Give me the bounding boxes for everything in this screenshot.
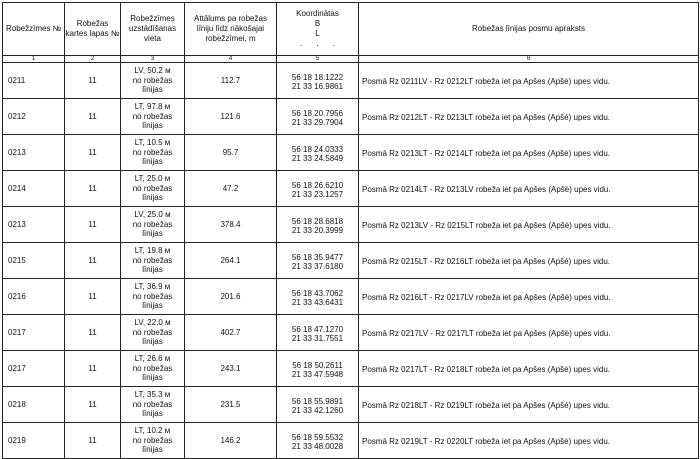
column-number-row	[3, 56, 699, 63]
map-sheet-number: 11	[65, 279, 121, 315]
map-sheet-number: 11	[65, 351, 121, 387]
coordinates-cell	[277, 351, 359, 387]
placement-from-line: no robežas	[132, 219, 173, 229]
header-coordinates-b: B	[314, 19, 321, 28]
segment-description: Posmā Rz 0217LT - Rz 0218LT robeža iet pa Apšes (Apšė) upes vidu.	[359, 351, 699, 387]
placement-side-distance: LT, 97.8 м	[134, 102, 171, 112]
placement-line-word: līnijas	[142, 445, 163, 455]
table-row	[3, 171, 699, 207]
map-sheet-number: 11	[65, 135, 121, 171]
map-sheet-number: 11	[65, 207, 121, 243]
coordinate-b: 56 18 47.1270	[291, 324, 344, 334]
coordinates-cell	[277, 243, 359, 279]
placement-line-word: līnijas	[142, 193, 163, 203]
header-coordinates-dots: . . .	[299, 39, 342, 48]
table-row	[3, 279, 699, 315]
coordinates-cell	[277, 279, 359, 315]
coordinates-cell	[277, 99, 359, 135]
table-row	[3, 423, 699, 459]
segment-description: Posmā Rz 0213LT - Rz 0214LT robeža iet pa Apšes (Apšė) upes vidu.	[359, 135, 699, 171]
placement-from-line: no robežas	[132, 111, 173, 121]
placement-cell	[121, 63, 185, 99]
distance-value: 402.7	[185, 315, 277, 351]
coordinate-l: 21 33 20.3999	[291, 226, 344, 235]
placement-line-word: līnijas	[142, 157, 163, 167]
table-row	[3, 135, 699, 171]
distance-value: 47.2	[185, 171, 277, 207]
coordinate-l: 21 33 37.6180	[291, 262, 344, 271]
column-number: 2	[65, 56, 121, 63]
marker-number: 0219	[3, 423, 65, 459]
coordinate-l: 21 33 16.9861	[291, 82, 344, 91]
column-number: 5	[277, 56, 359, 63]
marker-number: 0213	[3, 207, 65, 243]
placement-side-distance: LT, 36.9 м	[134, 282, 171, 292]
placement-line-word: līnijas	[142, 301, 163, 311]
map-sheet-number: 11	[65, 315, 121, 351]
distance-value: 231.5	[185, 387, 277, 423]
table-row	[3, 63, 699, 99]
distance-value: 146.2	[185, 423, 277, 459]
placement-cell	[121, 207, 185, 243]
coordinates-cell	[277, 423, 359, 459]
coordinate-l: 21 33 24.5849	[291, 154, 344, 163]
coordinates-cell	[277, 387, 359, 423]
column-number: 1	[3, 56, 65, 63]
placement-side-distance: LT, 25.0 м	[134, 174, 171, 184]
table-row	[3, 99, 699, 135]
marker-number: 0215	[3, 243, 65, 279]
segment-description: Posmā Rz 0212LT - Rz 0213LT robeža iet pa Apšes (Apšė) upes vidu.	[359, 99, 699, 135]
placement-line-word: līnijas	[142, 409, 163, 419]
placement-side-distance: LT, 10.2 м	[134, 426, 171, 436]
coordinate-b: 56 18 35.9477	[291, 252, 344, 262]
placement-side-distance: LV, 25.0 м	[134, 210, 171, 220]
coordinate-b: 56 18 43.7062	[291, 288, 344, 298]
column-number: 6	[359, 56, 699, 63]
coordinate-l: 21 33 48.0028	[291, 442, 344, 451]
placement-cell	[121, 315, 185, 351]
marker-number: 0213	[3, 135, 65, 171]
placement-cell	[121, 279, 185, 315]
map-sheet-number: 11	[65, 99, 121, 135]
coordinate-b: 56 18 20.7956	[291, 108, 344, 118]
placement-side-distance: LT, 10.5 м	[134, 138, 171, 148]
header-coordinates-title: Koordinātas	[296, 9, 339, 18]
map-sheet-number: 11	[65, 243, 121, 279]
placement-line-word: līnijas	[142, 337, 163, 347]
marker-number: 0217	[3, 351, 65, 387]
placement-side-distance: LV, 50.2 м	[134, 66, 171, 76]
header-marker-number: Robežzīmes №	[3, 3, 65, 56]
distance-value: 378.4	[185, 207, 277, 243]
coordinate-l: 21 33 43.6431	[291, 298, 344, 307]
placement-cell	[121, 387, 185, 423]
coordinate-b: 56 18 18.1222	[291, 72, 344, 82]
header-description: Robežas līnijas posmu apraksts	[359, 3, 699, 56]
header-coordinates-l: L	[315, 29, 320, 38]
marker-number: 0212	[3, 99, 65, 135]
segment-description: Posmā Rz 0216LT - Rz 0217LV robeža iet pa Apšes (Apšė) upes vidu.	[359, 279, 699, 315]
table-row	[3, 351, 699, 387]
placement-cell	[121, 423, 185, 459]
placement-from-line: no robežas	[132, 363, 173, 373]
segment-description: Posmā Rz 0217LV - Rz 0217LT robeža iet pa Apšes (Apšė) upes vidu.	[359, 315, 699, 351]
coordinates-cell	[277, 315, 359, 351]
coordinate-l: 21 33 42.1260	[291, 406, 344, 415]
placement-from-line: no robežas	[132, 255, 173, 265]
placement-line-word: līnijas	[142, 85, 163, 95]
coordinates-cell	[277, 207, 359, 243]
coordinate-l: 21 33 47.5948	[291, 370, 344, 379]
coordinate-b: 56 18 24.0333	[291, 144, 344, 154]
coordinate-b: 56 18 50.2611	[292, 360, 343, 370]
placement-side-distance: LT, 26.6 м	[134, 354, 171, 364]
coordinates-cell	[277, 171, 359, 207]
placement-line-word: līnijas	[142, 265, 163, 275]
placement-side-distance: LV, 22.0 м	[134, 318, 171, 328]
coordinate-b: 56 18 59.5532	[291, 432, 344, 442]
placement-side-distance: LT, 19.8 м	[134, 246, 171, 256]
table-row	[3, 315, 699, 351]
marker-number: 0217	[3, 315, 65, 351]
map-sheet-number: 11	[65, 387, 121, 423]
marker-number: 0214	[3, 171, 65, 207]
segment-description: Posmā Rz 0211LV - Rz 0212LT robeža iet pa Apšes (Apšė) upes vidu.	[359, 63, 699, 99]
marker-number: 0211	[3, 63, 65, 99]
coordinate-l: 21 33 23.1257	[291, 190, 344, 199]
header-row	[3, 3, 699, 56]
placement-line-word: līnijas	[142, 121, 163, 131]
coordinate-l: 21 33 29.7904	[291, 118, 344, 127]
placement-cell	[121, 99, 185, 135]
placement-from-line: no robežas	[132, 399, 173, 409]
coordinate-b: 56 18 26.6210	[291, 180, 344, 190]
placement-from-line: no robežas	[132, 147, 173, 157]
coordinates-cell	[277, 63, 359, 99]
boundary-document	[2, 2, 699, 459]
segment-description: Posmā Rz 0215LT - Rz 0216LT robeža iet pa Apšes (Apšė) upes vidu.	[359, 243, 699, 279]
placement-cell	[121, 351, 185, 387]
coordinate-b: 56 18 28.6818	[291, 216, 344, 226]
placement-side-distance: LT, 35.3 м	[134, 390, 171, 400]
distance-value: 243.1	[185, 351, 277, 387]
coordinates-cell	[277, 135, 359, 171]
segment-description: Posmā Rz 0214LT - Rz 0213LV robeža iet pa Apšes (Apšė) upes vidu.	[359, 171, 699, 207]
marker-number: 0216	[3, 279, 65, 315]
placement-from-line: no robežas	[132, 291, 173, 301]
placement-cell	[121, 135, 185, 171]
placement-cell	[121, 243, 185, 279]
placement-from-line: no robežas	[132, 327, 173, 337]
placement-from-line: no robežas	[132, 435, 173, 445]
column-number: 3	[121, 56, 185, 63]
placement-line-word: līnijas	[142, 229, 163, 239]
column-number: 4	[185, 56, 277, 63]
placement-from-line: no robežas	[132, 75, 173, 85]
table-row	[3, 387, 699, 423]
distance-value: 112.7	[185, 63, 277, 99]
segment-description: Posmā Rz 0213LV - Rz 0215LT robeža iet pa Apšes (Apšė) upes vidu.	[359, 207, 699, 243]
distance-value: 121.6	[185, 99, 277, 135]
boundary-table	[2, 2, 699, 459]
distance-value: 264.1	[185, 243, 277, 279]
map-sheet-number: 11	[65, 171, 121, 207]
segment-description: Posmā Rz 0218LT - Rz 0219LT robeža iet pa Apšes (Apšė) upes vidu.	[359, 387, 699, 423]
table-row	[3, 207, 699, 243]
placement-cell	[121, 171, 185, 207]
segment-description: Posmā Rz 0219LT - Rz 0220LT robeža iet pa Apšes (Apšė) upes vidu.	[359, 423, 699, 459]
table-row	[3, 243, 699, 279]
coordinate-l: 21 33 31.7551	[291, 334, 344, 343]
map-sheet-number: 11	[65, 423, 121, 459]
placement-line-word: līnijas	[142, 373, 163, 383]
header-map-sheet: Robežas kartes lapas №	[65, 3, 121, 56]
header-coordinates	[277, 3, 359, 56]
header-placement: Robežzīmes uzstādīšanas vieta	[121, 3, 185, 56]
header-distance: Attālums pa robežas līniju līdz nākošajai robežzīmei, m	[185, 3, 277, 56]
coordinate-b: 56 18 55.9891	[291, 396, 344, 406]
placement-from-line: no robežas	[132, 183, 173, 193]
distance-value: 95.7	[185, 135, 277, 171]
distance-value: 201.6	[185, 279, 277, 315]
marker-number: 0218	[3, 387, 65, 423]
map-sheet-number: 11	[65, 63, 121, 99]
